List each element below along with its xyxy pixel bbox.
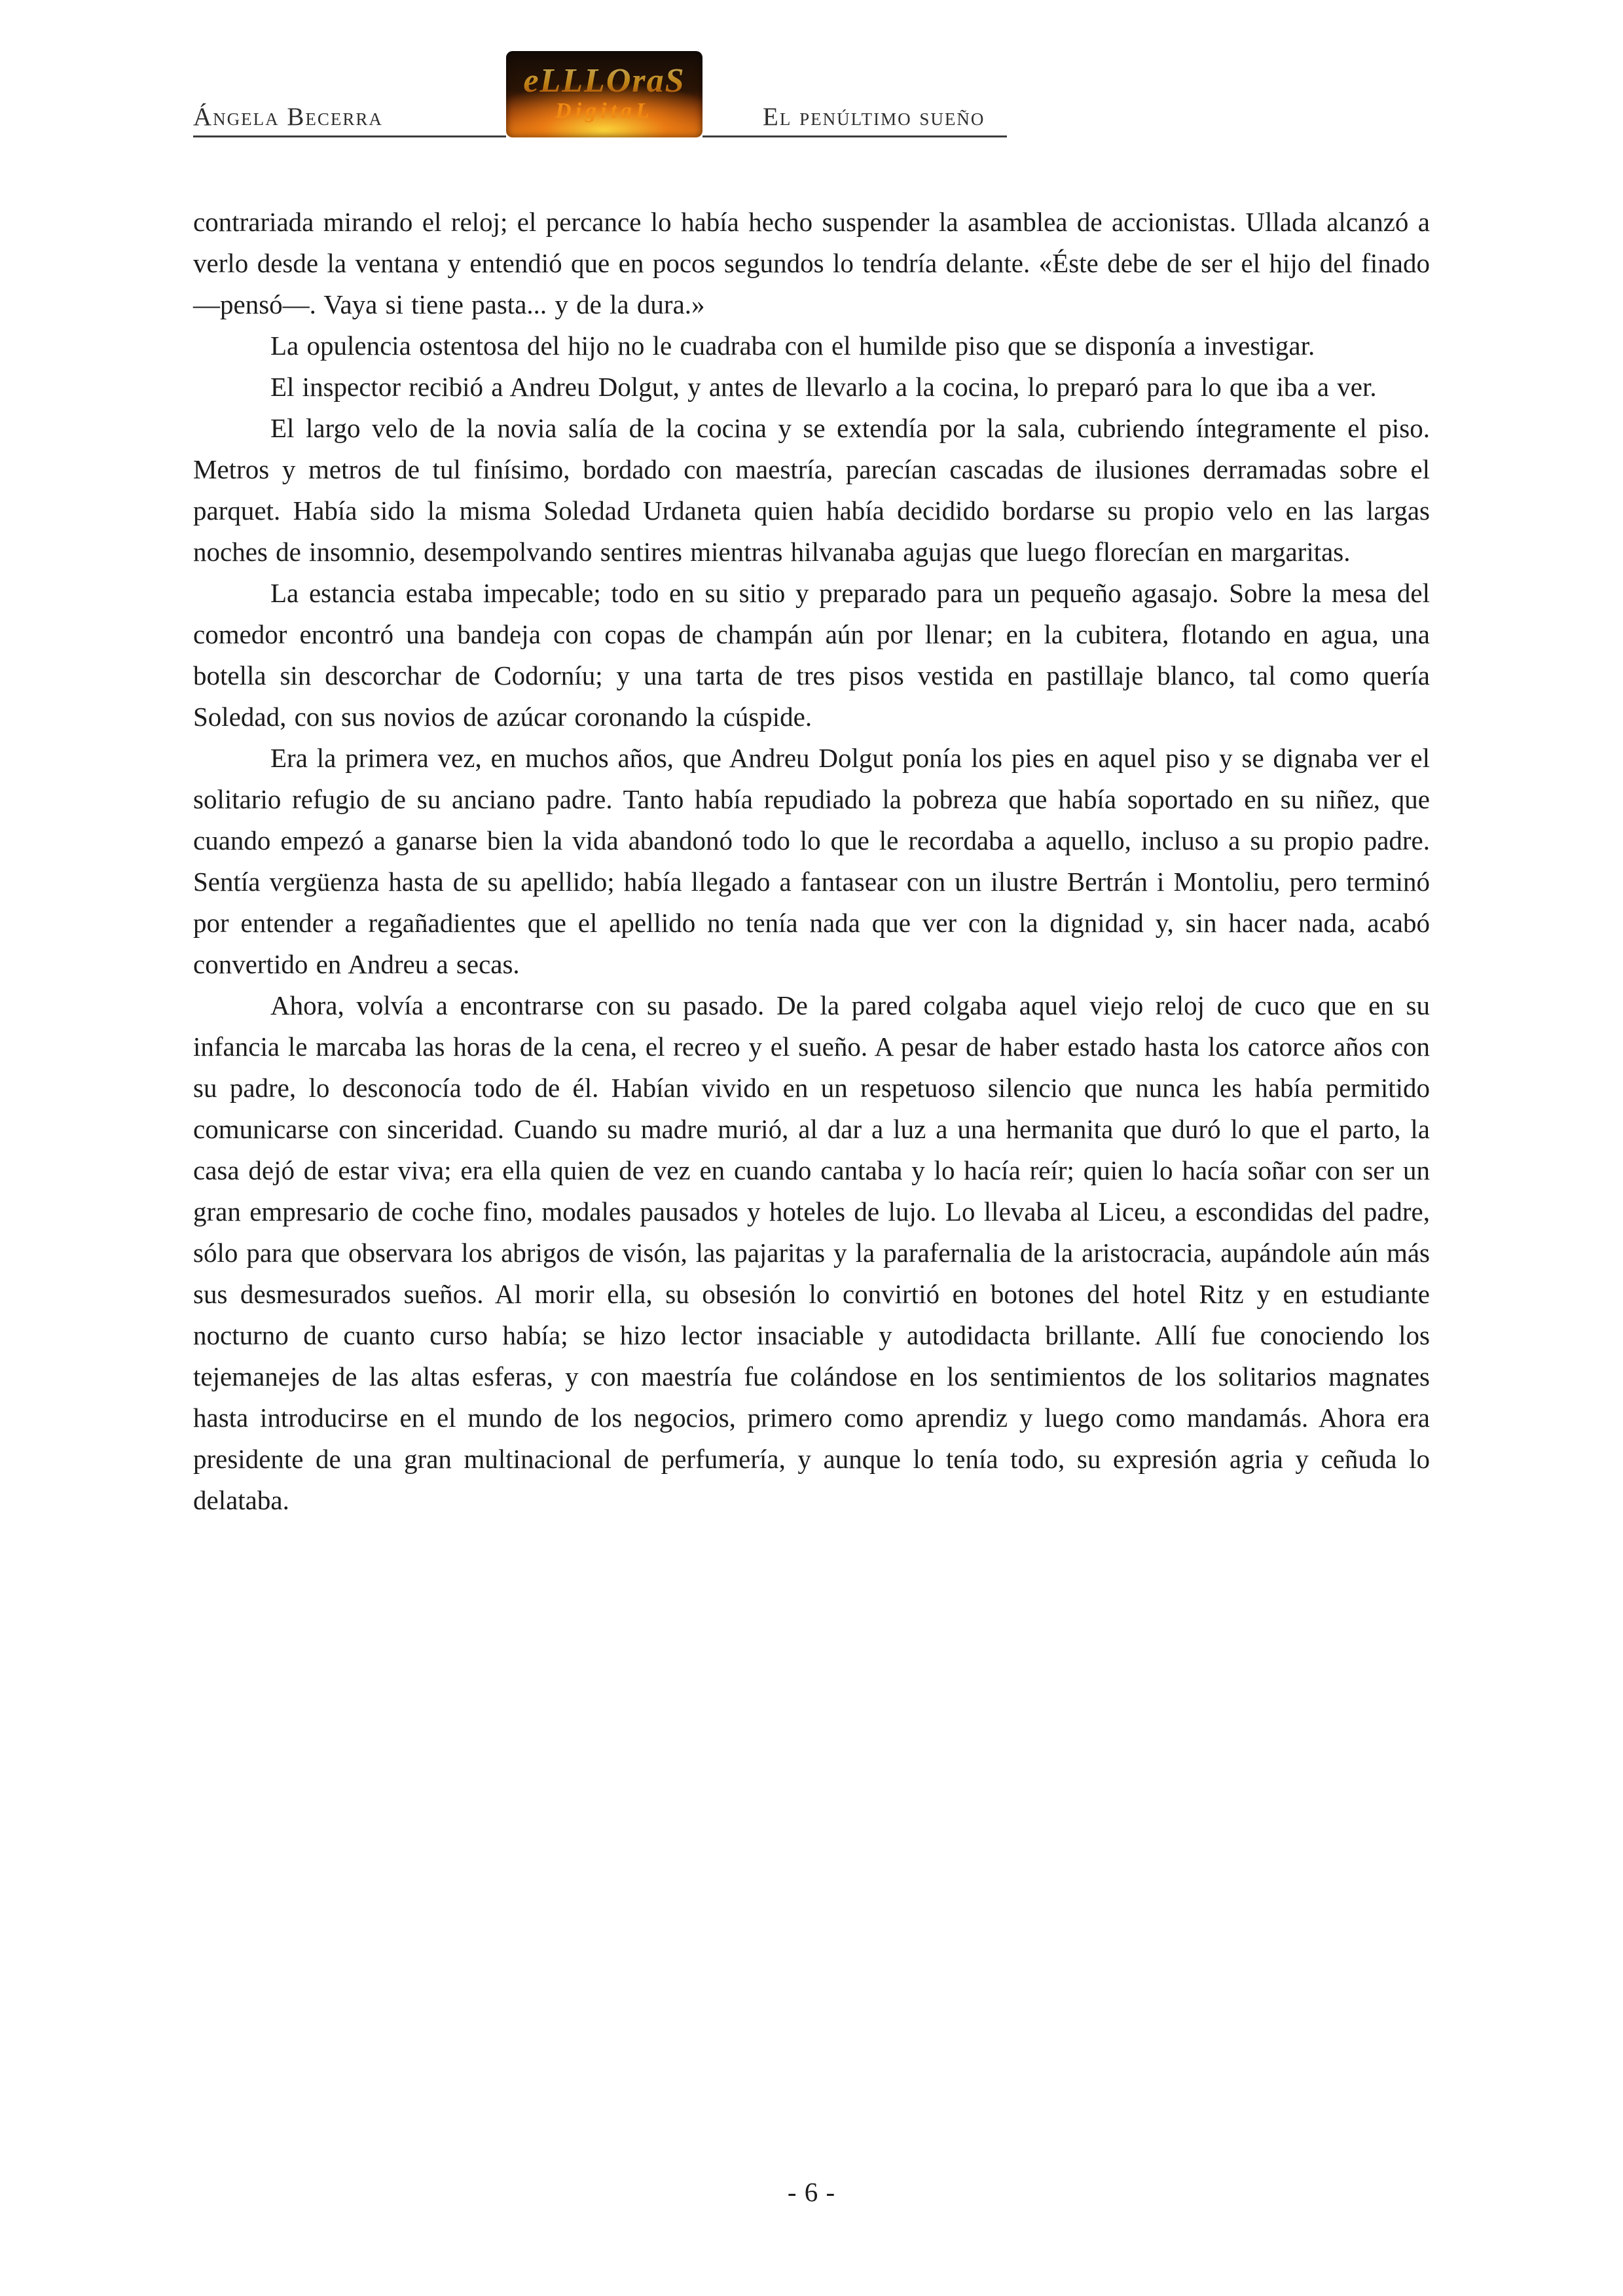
page-header bbox=[193, 51, 1430, 137]
paragraph: Ahora, volvía a encontrarse con su pasado. De la pared colgaba aquel viejo reloj de cuco que en su infancia le marcaba las horas de la cena, el recreo y el sueño. A pesar de haber estado hasta los catorce años con su padre, lo desconocía todo de él. Habían vivido en un respetuoso silencio que nunca les había permitido comunicarse con sinceridad. Cuando su madre murió, al dar a luz a una hermanita que duró lo que el parto, la casa dejó de estar viva; era ella quien de vez en cuando cantaba y lo hacía reír; quien lo hacía soñar con ser un gran empresario de coche fino, modales pausados y hoteles de lujo. Lo llevaba al Liceu, a escondidas del padre, sólo para que observara los abrigos de visón, las pajaritas y la parafernalia de la aristocracia, aupándole aún más sus desmesurados sueños. Al morir ella, su obsesión lo convirtió en botones del hotel Ritz y en estudiante nocturno de cuanto curso había; se hizo lector insaciable y autodidacta brillante. Allí fue conociendo los tejemanejes de las altas esferas, y con maestría fue colándose en los sentimientos de los solitarios magnates hasta introducirse en el mundo de los negocios, primero como aprendiz y luego como mandamás. Ahora era presidente de una gran multinacional de perfumería, y aunque lo tenía todo, su expresión agria y ceñuda lo delataba. bbox=[193, 990, 1430, 1515]
paragraph: La opulencia ostentosa del hijo no le cuadraba con el humilde piso que se disponía a investigar. bbox=[270, 331, 1315, 361]
header-author: Ángela Becerra bbox=[193, 103, 383, 131]
paragraph: Era la primera vez, en muchos años, que Andreu Dolgut ponía los pies en aquel piso y se dignaba ver el solitario refugio de su anciano padre. Tanto había repudiado la pobreza que había soportado en su niñez, que cuando empezó a ganarse bien la vida abandonó todo lo que le recordaba a aquello, incluso a su propio padre. Sentía vergüenza hasta de su apellido; había llegado a fantasear con un ilustre Bertrán i Montoliu, pero terminó por entender a regañadientes que el apellido no tenía nada que ver con la dignidad y, sin hacer nada, acabó convertido en Andreu a secas. bbox=[193, 743, 1430, 979]
header-author-cell bbox=[193, 51, 506, 137]
header-title-cell bbox=[702, 51, 1007, 137]
page-number: - 6 - bbox=[787, 2177, 836, 2207]
header-book-title: El penúltimo sueño bbox=[763, 103, 985, 131]
publisher-logo-subtitle: DigitaL bbox=[555, 99, 653, 123]
paragraph: La estancia estaba impecable; todo en su sitio y preparado para un pequeño agasajo. Sobre la mesa del comedor encontró una bandeja con copas de champán aún por llenar; en la cubitera, flotando en agua, una botella sin descorchar de Codorníu; y una tarta de tres pisos vestida en pastillaje blanco, tal como quería Soledad, con sus novios de azúcar coronando la cúspide. bbox=[193, 578, 1430, 732]
publisher-logo-name: eLLLOraS bbox=[523, 62, 685, 99]
paragraph: contrariada mirando el reloj; el percance lo había hecho suspender la asamblea de accionistas. Ullada alcanzó a verlo desde la ventana y entendió que en pocos segundos lo tendría delante. «Éste debe de ser el hijo del finado —pensó—. Vaya si tiene pasta... y de la dura.» bbox=[193, 207, 1430, 319]
page-footer bbox=[0, 2176, 1623, 2208]
body-text bbox=[193, 202, 1430, 1521]
publisher-logo bbox=[506, 51, 702, 137]
header-spacer bbox=[1007, 51, 1430, 137]
paragraph: El inspector recibió a Andreu Dolgut, y antes de llevarlo a la cocina, lo preparó para lo que iba a ver. bbox=[270, 372, 1377, 402]
paragraph: El largo velo de la novia salía de la cocina y se extendía por la sala, cubriendo íntegramente el piso. Metros y metros de tul finísimo, bordado con maestría, parecían cascadas de ilusiones derramadas sobre el parquet. Había sido la misma Soledad Urdaneta quien había decidido bordarse su propio velo en las largas noches de insomnio, desempolvando sentires mientras hilvanaba agujas que luego florecían en margaritas. bbox=[193, 413, 1430, 567]
